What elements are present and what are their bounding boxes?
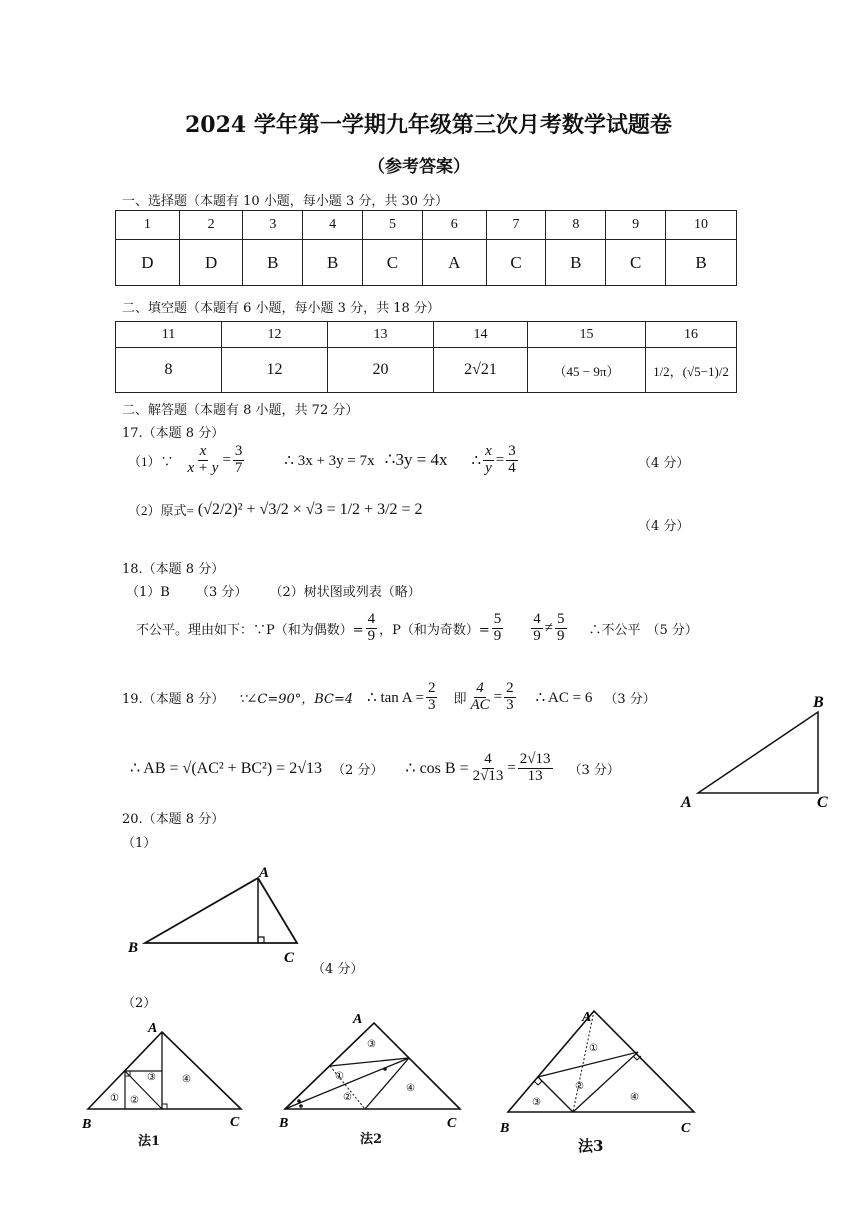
- q19-ji: 即: [453, 691, 467, 707]
- choice-ans-10: B: [666, 240, 737, 286]
- q20-method1-figure: [78, 1015, 253, 1130]
- m3-label-a: A: [582, 1010, 592, 1025]
- q17-p1-den: x + y: [187, 459, 219, 476]
- q17-p1-s4rnum: 3: [508, 443, 516, 459]
- choice-ans-6: A: [422, 240, 486, 286]
- q19-ji-rnum: 2: [506, 680, 514, 696]
- m1-region-2: ②: [130, 1095, 139, 1106]
- q20-p2: （2）: [122, 996, 157, 1011]
- method3-label: 法3: [578, 1137, 604, 1155]
- choice-ans-3: B: [243, 240, 303, 286]
- m3-region-4: ④: [630, 1092, 639, 1103]
- method2-label: 法2: [360, 1132, 383, 1147]
- q19-cos: ∴ cos B =: [405, 760, 469, 778]
- q17-p1-score: （4 分）: [638, 456, 690, 471]
- m1-label-b: B: [82, 1117, 92, 1130]
- q17-p1-step3: ∴3y = 4x: [384, 450, 448, 470]
- q20-p1: （1）: [122, 836, 157, 851]
- q19-score2: （2 分）: [331, 762, 384, 778]
- m1-label-a: A: [148, 1021, 158, 1036]
- choice-ans-5: C: [363, 240, 423, 286]
- q17-part1: （1）∵ $\frac{x}{x + y}$ = $\frac{3}{7}$ ∴ 3x + 3y = 7x ∴3y = 4x ∴ $\frac{x}{y}$ = $\frac{3}{4}$: [128, 443, 516, 476]
- q19-label-c: C: [817, 794, 828, 811]
- choice-ans-1: D: [116, 240, 180, 286]
- choice-num-9: 9: [606, 211, 666, 240]
- q17-p1-s4num: x: [485, 443, 492, 459]
- m1-region-3: ③: [147, 1072, 156, 1083]
- m2-region-1: ①: [335, 1071, 344, 1082]
- section2-heading: 二、填空题（本题有 6 小题，每小题 3 分，共 18 分）: [122, 301, 440, 316]
- q18-mid: ，P（和为奇数）=: [379, 622, 490, 638]
- m2-region-3: ③: [367, 1039, 376, 1050]
- q19-label-b: B: [813, 694, 824, 711]
- choice-answer-table: [115, 210, 737, 286]
- m2-region-4: ④: [406, 1083, 415, 1094]
- q17-p1-s4den: y: [485, 459, 492, 476]
- q17-p1-rden: 7: [234, 459, 243, 476]
- q19-score1: （3 分）: [604, 691, 656, 707]
- q18-cmp-num2: 5: [557, 611, 565, 627]
- section3-heading: 二、解答题（本题有 8 小题，共 72 分）: [122, 403, 359, 418]
- q17-p1-step2: ∴ 3x + 3y = 7x: [284, 452, 375, 469]
- fill-ans-15: （45 − 9π）: [528, 348, 646, 393]
- q19-label-a: A: [681, 794, 692, 811]
- q18-neq: ≠: [544, 619, 554, 636]
- choice-num-10: 10: [666, 211, 737, 240]
- choice-num-4: 4: [303, 211, 363, 240]
- q17-p1-num: x: [199, 443, 207, 459]
- q19-cos-den1: 2√13: [472, 767, 504, 784]
- q17-part2: [128, 500, 423, 519]
- q20-p1-label-c: C: [284, 950, 295, 966]
- q19-ji-num: 4: [476, 680, 484, 696]
- m2-label-b: B: [279, 1116, 289, 1130]
- fill-num-12: 12: [222, 322, 328, 348]
- q17-p2-label: （2）原式=: [128, 503, 194, 518]
- q18-odd-den: 9: [493, 627, 502, 644]
- fill-num-13: 13: [328, 322, 434, 348]
- method1-label: 法1: [138, 1134, 161, 1149]
- q17-p1-s4rden: 4: [508, 459, 516, 476]
- fill-num-11: 11: [116, 322, 222, 348]
- fill-answer-table: [115, 321, 737, 393]
- q17-p1-step4-pre: ∴: [471, 452, 482, 469]
- q20-p1-figure: [120, 860, 320, 970]
- q17-p1-rnum: 3: [234, 443, 243, 459]
- q18-cmp-num1: 4: [533, 611, 541, 627]
- fill-ans-16: 1/2，(√5−1)/2: [646, 348, 737, 393]
- m1-label-c: C: [230, 1115, 240, 1130]
- q18-score: （5 分）: [646, 622, 698, 638]
- fill-ans-13: 20: [328, 348, 434, 393]
- q19-score3: （3 分）: [568, 762, 620, 778]
- q20-p1-label-b: B: [128, 940, 139, 956]
- q19-ji-rden: 3: [506, 696, 514, 713]
- choice-num-7: 7: [486, 211, 546, 240]
- fill-ans-12: 12: [222, 348, 328, 393]
- q20-method2-figure: [275, 1005, 475, 1130]
- q18-even-den: 9: [367, 627, 376, 644]
- m3-region-2: ②: [575, 1081, 584, 1092]
- choice-num-3: 3: [243, 211, 303, 240]
- q19-given: ∵∠C=90°，BC=4: [238, 691, 354, 707]
- q20-head: 20.（本题 8 分）: [122, 812, 225, 827]
- page-title: 2024 学年第一学期九年级第三次月考数学试题卷: [185, 112, 672, 138]
- q17-p1-label: （1）∵: [128, 453, 174, 469]
- q19-tan-den: 3: [427, 696, 436, 713]
- section1-heading: 一、选择题（本题有 10 小题，每小题 3 分，共 30 分）: [122, 194, 449, 209]
- choice-num-1: 1: [116, 211, 180, 240]
- m2-label-a: A: [353, 1012, 363, 1027]
- q18-reason: 不公平。理由如下：∵P（和为偶数）=: [136, 622, 364, 638]
- q19-ab: ∴ AB = √(AC² + BC²) = 2√13: [130, 760, 322, 778]
- m3-region-1: ①: [589, 1043, 598, 1054]
- m3-label-c: C: [681, 1121, 691, 1133]
- q18-head: 18.（本题 8 分）: [122, 562, 225, 577]
- q18-cmp-den1: 9: [533, 627, 541, 644]
- q19-tan-num: 2: [427, 680, 436, 696]
- q19-triangle-figure: [676, 690, 836, 815]
- q20-method3-figure: [498, 1003, 703, 1133]
- m1-region-1: ①: [110, 1093, 119, 1104]
- fill-num-14: 14: [434, 322, 528, 348]
- fill-num-15: 15: [528, 322, 646, 348]
- q19-res1: ∴ AC = 6: [535, 689, 593, 706]
- q19-tan: ∴ tan A =: [367, 689, 424, 706]
- q18-line2: [136, 612, 698, 645]
- q19-cos-den2: 13: [527, 767, 543, 784]
- fill-ans-11: 8: [116, 348, 222, 393]
- q18-line1: [126, 581, 421, 600]
- q19-line1: 19.（本题 8 分） ∵∠C=90°，BC=4 ∴ tan A = $\frac{2}{3}$ 即 $\frac{4}{AC}$ = $\frac{2}{3}$ ∴ AC = 6 （3 分）: [122, 680, 656, 713]
- q19-line2: ∴ AB = √(AC² + BC²) = 2√13 （2 分） ∴ cos B = $\frac{4}{2√13}$ = $\frac{2√13}{13}$ （3 分）: [130, 751, 620, 784]
- q18-even-num: 4: [367, 611, 376, 627]
- q19-cos-num2: 2√13: [519, 751, 551, 767]
- m1-region-4: ④: [182, 1074, 191, 1085]
- q17-p2-score: （4 分）: [638, 519, 690, 534]
- fill-ans-14: 2√21: [434, 348, 528, 393]
- q17-head: 17.（本题 8 分）: [122, 426, 225, 441]
- page-subtitle: （参考答案）: [368, 157, 470, 177]
- choice-num-6: 6: [422, 211, 486, 240]
- m3-region-3: ③: [532, 1097, 541, 1108]
- choice-num-2: 2: [179, 211, 243, 240]
- q17-p2-expr: (√2/2)² + √3/2 × √3 = 1/2 + 3/2 = 2: [197, 500, 423, 518]
- choice-ans-2: D: [179, 240, 243, 286]
- choice-num-5: 5: [363, 211, 423, 240]
- choice-ans-7: C: [486, 240, 546, 286]
- m2-region-2: ②: [343, 1092, 352, 1103]
- q19-head: 19.（本题 8 分）: [122, 691, 225, 707]
- q19-cos-num1: 4: [484, 751, 492, 767]
- q20-p1-label-a: A: [259, 865, 270, 881]
- q20-p1-score: （4 分）: [312, 962, 364, 977]
- q18-p1-score: （3 分）: [195, 585, 248, 600]
- q18-cmp-den2: 9: [557, 627, 565, 644]
- q18-p1: （1）B: [126, 585, 170, 600]
- q19-ji-den: AC: [470, 696, 490, 713]
- choice-num-8: 8: [546, 211, 606, 240]
- choice-ans-4: B: [303, 240, 363, 286]
- choice-ans-8: B: [546, 240, 606, 286]
- choice-ans-9: C: [606, 240, 666, 286]
- m2-label-c: C: [447, 1116, 457, 1130]
- q18-odd-num: 5: [493, 611, 502, 627]
- m3-label-b: B: [500, 1121, 510, 1133]
- fill-num-16: 16: [646, 322, 737, 348]
- q18-conclusion: ∴不公平: [588, 622, 641, 638]
- q18-p2: （2）树状图或列表（略）: [269, 585, 421, 600]
